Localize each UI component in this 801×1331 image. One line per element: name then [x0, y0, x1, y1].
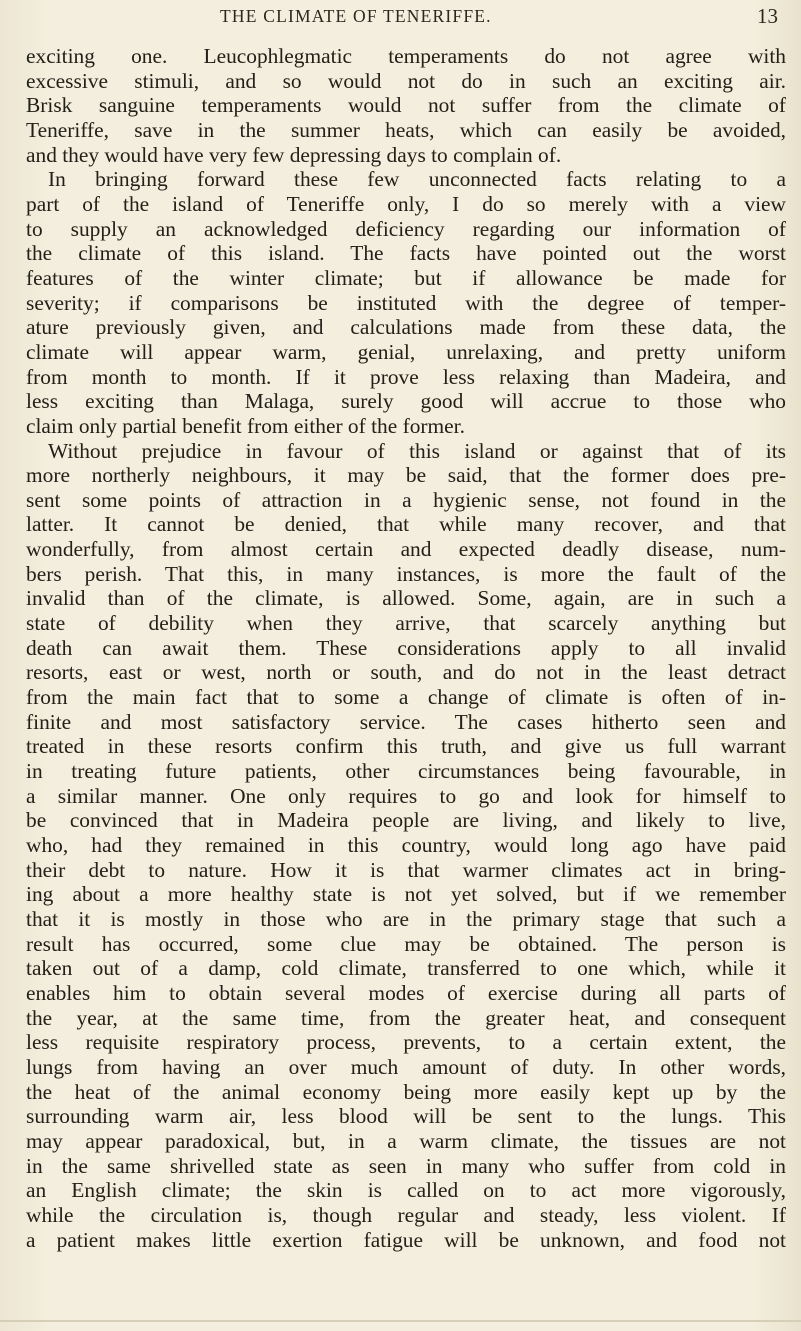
text-line: features of the winter climate; but if allowance be made for: [26, 265, 786, 290]
text-line: result has occurred, some clue may be obtained. The person is: [26, 931, 786, 956]
text-line: their debt to nature. How it is that warmer climates act in bring-: [26, 857, 786, 882]
text-line: lungs from having an over much amount of duty. In other words,: [26, 1054, 786, 1079]
text-line: ature previously given, and calculations made from these data, the: [26, 315, 786, 340]
text-line: Teneriffe, save in the summer heats, which can easily be avoided,: [26, 117, 786, 142]
text-line: who, had they remained in this country, would long ago have paid: [26, 833, 786, 857]
text-line: enables him to obtain several modes of exercise during all parts of: [26, 980, 786, 1005]
text-line: the climate of this island. The facts have pointed out the worst: [26, 241, 786, 266]
body-text: [26, 44, 786, 1252]
text-line: that it is mostly in those who are in the primary stage that such a: [26, 906, 786, 931]
text-line: wonderfully, from almost certain and expected deadly disease, num-: [26, 537, 786, 562]
text-line: a similar manner. One only requires to go and look for himself to: [26, 783, 786, 808]
text-line: finite and most satisfactory service. The cases hitherto seen and: [26, 709, 786, 734]
text-line: Without prejudice in favour of this island or against that of its: [48, 438, 786, 463]
text-line: more northerly neighbours, it may be said, that the former does pre-: [26, 463, 786, 488]
text-line: be convinced that in Madeira people are living, and likely to live,: [26, 808, 786, 833]
text-line: bers perish. That this, in many instances, is more the fault of the: [26, 561, 786, 586]
text-line: Brisk sanguine temperaments would not suffer from the climate of: [26, 93, 786, 118]
text-line: treated in these resorts confirm this truth, and give us full warrant: [26, 734, 786, 759]
text-line: severity; if comparisons be instituted with the degree of temper-: [26, 290, 786, 315]
text-line: and they would have very few depressing days to complain of.: [26, 142, 562, 167]
text-line: the year, at the same time, from the greater heat, and consequent: [26, 1005, 786, 1030]
text-line: to supply an acknowledged deficiency regarding our information of: [26, 216, 786, 241]
text-line: a patient makes little exertion fatigue will be unknown, and food not: [26, 1227, 786, 1252]
text-line: claim only partial benefit from either of the former.: [26, 413, 465, 438]
page-header: [0, 6, 801, 32]
text-line: In bringing forward these few unconnected facts relating to a: [48, 167, 786, 192]
text-line: climate will appear warm, genial, unrelaxing, and pretty uniform: [26, 339, 786, 364]
text-line: exciting one. Leucophlegmatic temperaments do not agree with: [26, 44, 786, 68]
page-number: 13: [757, 4, 778, 28]
text-line: resorts, east or west, north or south, and do not in the least detract: [26, 660, 786, 685]
text-line: state of debility when they arrive, that scarcely anything but: [26, 611, 786, 636]
text-line: death can await them. These considerations apply to all invalid: [26, 635, 786, 660]
text-line: while the circulation is, though regular and steady, less violent. If: [26, 1202, 786, 1227]
running-head: THE CLIMATE OF TENERIFFE.: [220, 6, 492, 26]
text-line: latter. It cannot be denied, that while many recover, and that: [26, 512, 786, 537]
page-edge-divider: [0, 1320, 801, 1322]
text-line: ing about a more healthy state is not yet solved, but if we remember: [26, 882, 786, 907]
text-line: may appear paradoxical, but, in a warm climate, the tissues are not: [26, 1128, 786, 1153]
text-line: in treating future patients, other circumstances being favourable, in: [26, 759, 786, 784]
text-line: invalid than of the climate, is allowed. Some, again, are in such a: [26, 586, 786, 611]
text-line: from month to month. If it prove less relaxing than Madeira, and: [26, 364, 786, 389]
text-line: an English climate; the skin is called on to act more vigorously,: [26, 1178, 786, 1203]
text-line: sent some points of attraction in a hygienic sense, not found in the: [26, 487, 786, 512]
text-line: in the same shrivelled state as seen in many who suffer from cold in: [26, 1153, 786, 1178]
text-line: excessive stimuli, and so would not do in such an exciting air.: [26, 68, 786, 93]
text-line: the heat of the animal economy being more easily kept up by the: [26, 1079, 786, 1104]
text-line: less requisite respiratory process, prevents, to a certain extent, the: [26, 1030, 786, 1055]
text-line: part of the island of Teneriffe only, I do so merely with a view: [26, 191, 786, 216]
text-line: less exciting than Malaga, surely good will accrue to those who: [26, 389, 786, 414]
text-line: from the main fact that to some a change of climate is often of in-: [26, 685, 786, 710]
text-line: taken out of a damp, cold climate, transferred to one which, while it: [26, 956, 786, 981]
text-line: surrounding warm air, less blood will be sent to the lungs. This: [26, 1104, 786, 1129]
